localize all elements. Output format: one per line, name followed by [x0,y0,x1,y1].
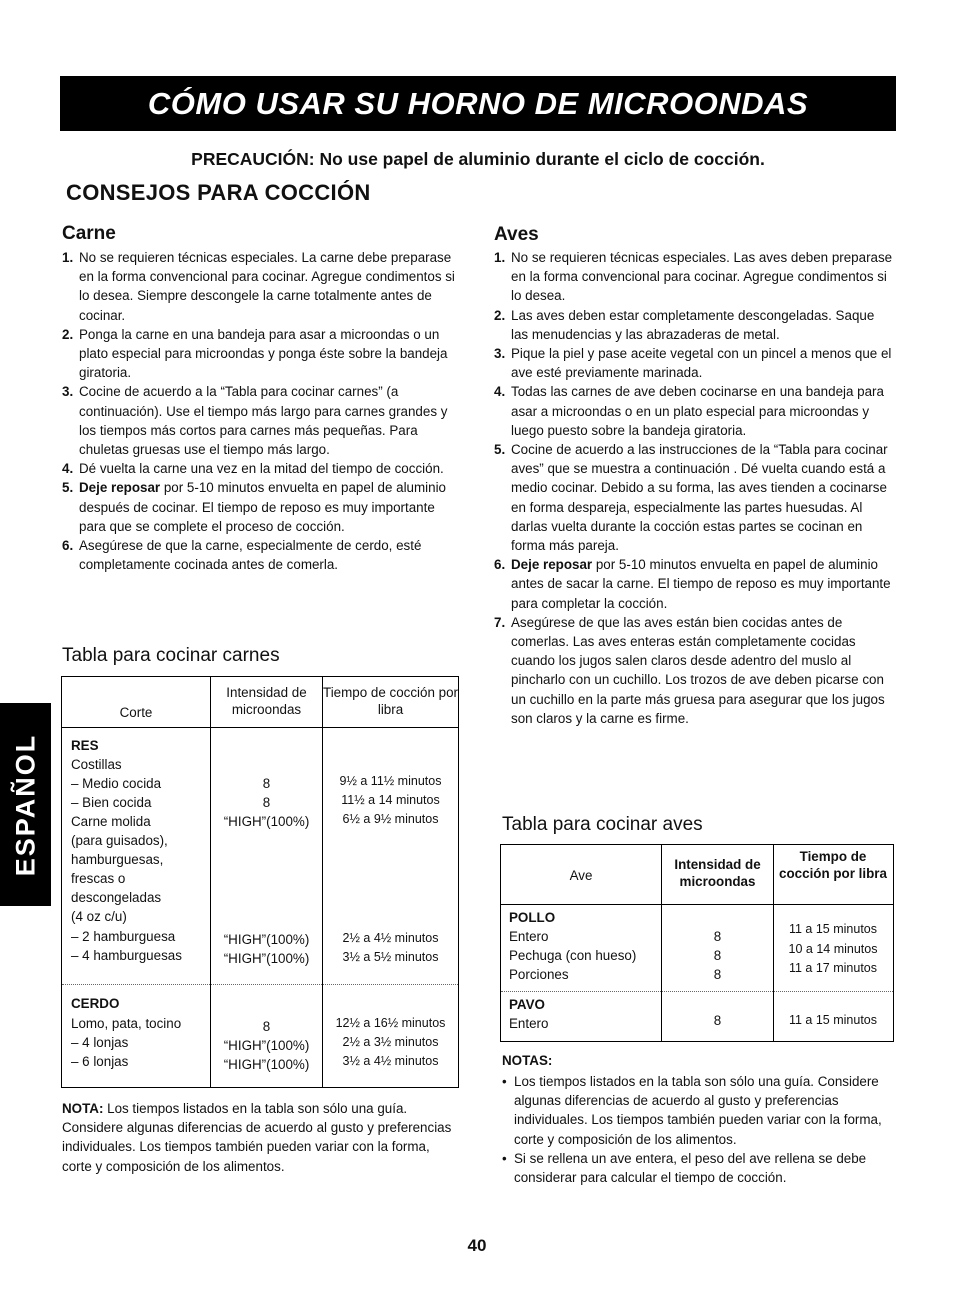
power-cell: 8 [713,929,722,944]
time-cell: 3½ a 4½ minutos [342,1054,439,1068]
cut-cell: Carne molida [71,814,151,829]
carne-step: 5. Deje reposar por 5-10 minutos envuelta en papel de aluminio después de cocinar. El tiempo de reposo es muy importante para que se complete el proceso de cocción. [62,480,446,534]
power-cell: 8 [262,1019,271,1034]
nota-item: • Si se rellena un ave entera, el peso del ave rellena se debe considerar para calcular el tiempo de cocción. [502,1149,894,1187]
language-tab [0,703,51,906]
power-cell: “HIGH”(100%) [223,1057,310,1072]
cut-cell: – 6 lonjas [71,1054,129,1069]
power-cell: “HIGH”(100%) [223,932,310,947]
power-cell: “HIGH”(100%) [223,951,310,966]
cut-cell: – 4 lonjas [71,1035,129,1050]
aves-step: 2. Las aves deben estar completamente descongeladas. Saque las menudencias y las abrazaderas de metal. [494,307,875,342]
col-header-intensidad: Intensidad de microondas [226,685,307,717]
power-cell: 8 [262,795,271,810]
carne-heading: Carne [62,223,116,244]
time-cell: 9½ a 11½ minutos [339,774,442,788]
tabla-carnes-title: Tabla para cocinar carnes [62,645,280,666]
power-cell: “HIGH”(100%) [223,814,310,829]
carnes-nota: NOTA: Los tiempos listados en la tabla son sólo una guía. Considere algunas diferencias de acuerdo al gusto y preferencias individuales. Los tiempos también pueden variar con la forma, corte y composición de los alimentos. [62,1101,452,1174]
cut-cell: descongeladas [71,890,162,905]
carne-step: 1. No se requieren técnicas especiales. La carne debe preparase en la forma convencional para cocinar. Agregue condimentos si lo desea. Siempre descongele la carne totalmente antes de cocinar. [62,250,455,323]
cut-cell: Costillas [71,757,122,772]
nota-item: • Los tiempos listados en la tabla son sólo una guía. Considere algunas diferencias de acuerdo al gusto y preferencias individuales. Los tiempos también pueden variar con la forma, corte y composición de los alimentos. [502,1072,894,1149]
carne-step: 2. Ponga la carne en una bandeja para asar a microondas o un plato especial para microondas y ponga éste sobre la bandeja giratoria. [62,326,448,381]
carne-step: 4. Dé vuelta la carne una vez en la mitad del tiempo de cocción. [62,461,444,477]
col-header-tiempo: Tiempo de cocción por libra [779,849,887,881]
cut-cell: – Bien cocida [71,795,152,810]
aves-step: 5. Cocine de acuerdo a las instrucciones de la “Tabla para cocinar aves” que se muestra a continuación . Dé vuelta cuando está a medio cocinar. Debido a su forma, las aves tienden a cocinarse en forma despareja, especialmente las partes huesudas. Al darlas vuelta durante la cocción estas partes se cocinan en forma más pareja. [494,442,888,554]
tabla-aves [500,844,894,1042]
col-header-corte: Corte [119,705,153,720]
caution-heading: PRECAUCIÓN: No use papel de aluminio durante el ciclo de cocción. [191,149,765,169]
cut-cell: – Medio cocida [71,776,162,791]
cut-cell: (4 oz c/u) [71,909,127,924]
time-cell: 6½ a 9½ minutos [342,812,439,826]
time-cell: 11 a 15 minutos [788,1013,878,1027]
aves-steps [494,248,894,728]
tabla-carnes [61,676,459,1088]
page-number: 40 [467,1236,487,1255]
aves-step: 6. Deje reposar por 5-10 minutos envuelta en papel de aluminio antes de sacar la carne. El tiempo de reposo es muy importante para completar la cocción. [494,557,891,611]
aves-heading: Aves [494,224,539,245]
time-cell: 2½ a 4½ minutos [342,931,439,945]
cut-cell: Entero [509,929,549,944]
page-title: CÓMO USAR SU HORNO DE MICROONDAS [147,86,809,121]
notas-heading: NOTAS: [502,1053,553,1068]
cut-cell: hamburguesas, [71,852,164,867]
cut-cell: Porciones [509,967,569,982]
power-cell: 8 [713,1013,722,1028]
carne-steps [62,248,464,574]
cut-cell: Pechuga (con hueso) [509,948,637,963]
cut-cell: frescas o [71,871,126,886]
time-cell: 11 a 17 minutos [788,961,878,975]
col-header-intensidad: Intensidad de microondas [674,857,761,889]
tabla-aves-title: Tabla para cocinar aves [502,814,703,835]
aves-step: 1. No se requieren técnicas especiales. Las aves deben preparase en la forma convencional para cocinar. Agregue condimentos si lo desea. [494,250,893,304]
carne-step: 3. Cocine de acuerdo a la “Tabla para cocinar carnes” (a continuación). Use el tiempo más largo para carnes grandes y los tiempos más cortos para carnes más pequeñas. Para chuletas gruesas use el tiempo más largo. [62,384,448,458]
time-cell: 2½ a 3½ minutos [342,1035,439,1049]
notas-list [502,1072,894,1187]
title-banner [60,76,896,131]
group-label-pavo: PAVO [509,997,545,1012]
cut-cell: – 2 hamburguesa [71,929,176,944]
aves-step: 7. Asegúrese de que las aves están bien cocidas antes de comerlas. Las aves enteras están completamente cocidas cuando los jugos salen claros desde adentro del muslo al pincharlo con un cuchillo. Los trozos de ave deben picarse con un cuchillo en la parte más gruesa para asegurar que los jugos son claros y la carne es firme. [494,614,885,726]
group-label-cerdo: CERDO [71,996,120,1011]
language-tab-label: ESPAÑOL [10,733,40,876]
time-cell: 12½ a 16½ minutos [335,1016,446,1030]
section-title: CONSEJOS PARA COCCIÓN [66,180,371,205]
power-cell: 8 [262,776,271,791]
time-cell: 10 a 14 minutos [788,942,878,956]
cut-cell: Entero [509,1016,549,1031]
power-cell: 8 [713,967,722,982]
col-header-ave: Ave [569,868,593,883]
group-label-res: RES [71,738,99,753]
cut-cell: Lomo, pata, tocino [71,1016,182,1031]
time-cell: 11½ a 14 minutos [341,793,440,807]
col-header-tiempo: Tiempo de cocción por libra [323,685,458,717]
aves-step: 3. Pique la piel y pase aceite vegetal con un pincel a menos que el ave esté previamente marinada. [494,346,892,381]
carne-step: 6. Asegúrese de que la carne, especialmente de cerdo, esté completamente cocinada antes de comerla. [62,538,422,573]
cut-cell: – 4 hamburguesas [71,948,182,963]
group-label-pollo: POLLO [509,910,556,925]
time-cell: 11 a 15 minutos [788,922,878,936]
cut-cell: (para guisados), [71,833,168,848]
power-cell: “HIGH”(100%) [223,1038,310,1053]
aves-step: 4. Todas las carnes de ave deben cocinarse en una bandeja para asar a microondas o en un plato especial para microondas y luego puesto sobre la bandeja giratoria. [494,384,884,438]
power-cell: 8 [713,948,722,963]
time-cell: 3½ a 5½ minutos [342,950,439,964]
